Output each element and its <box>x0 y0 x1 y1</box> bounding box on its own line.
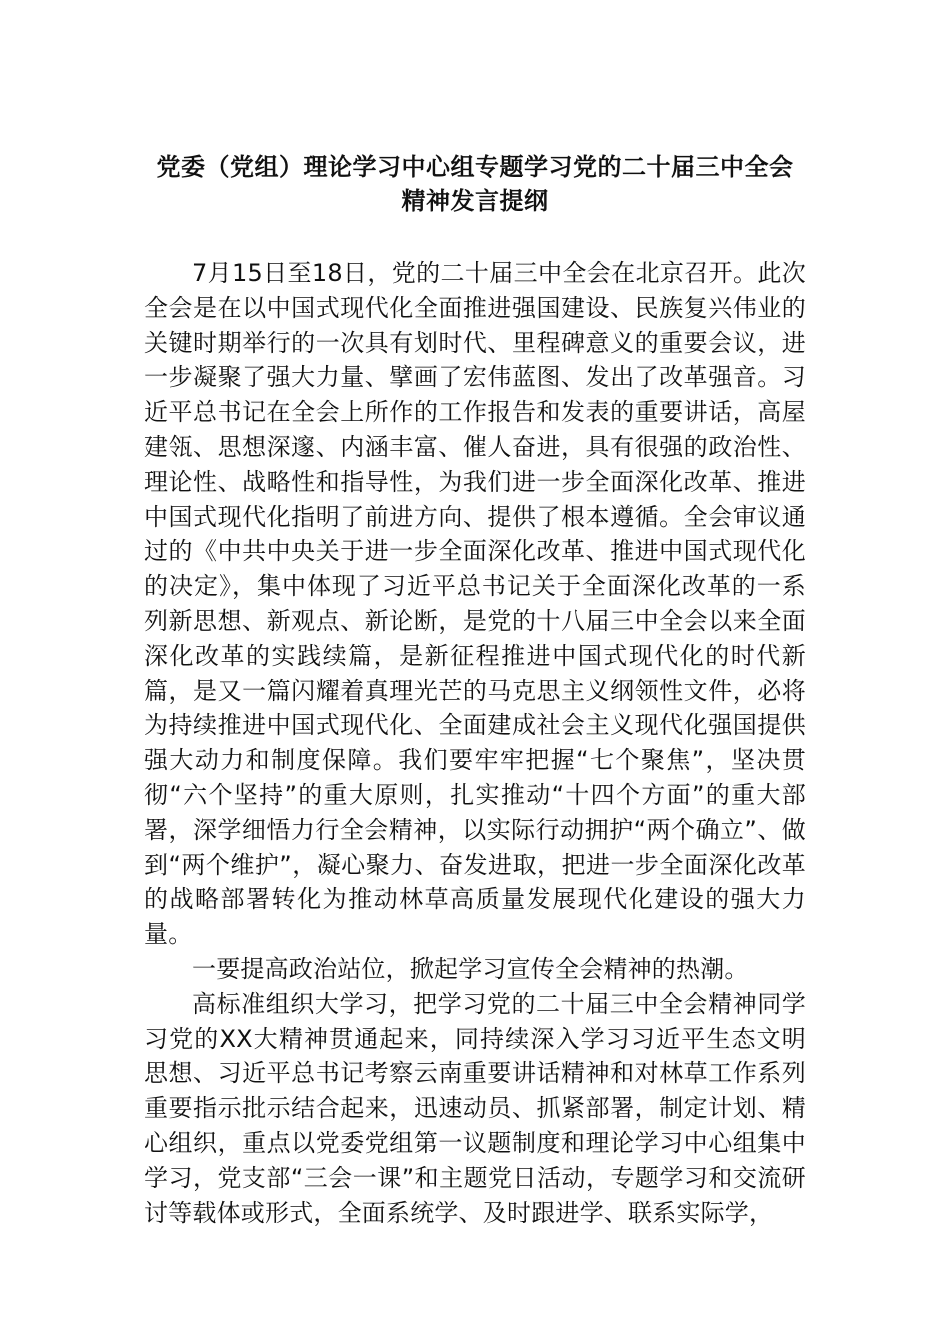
document-body <box>144 256 806 1230</box>
paragraph-heading-one: 一要提高政治站位，掀起学习宣传全会精神的热潮。 <box>192 954 749 983</box>
paragraph-study: 高标准组织大学习，把学习党的二十届三中全会精神同学习党的XX大精神贯通起来，同持续深入学习习近平生态文明思想、习近平总书记考察云南重要讲话精神和对林草工作系列重要指示批示结合起来，迅速动员、抓紧部署，制定计划、精心组织，重点以党委党组第一议题制度和理论学习中心组集中学习，党支部“三会一课”和主题党日活动，专题学习和交流研讨等载体或形式，全面系统学、及时跟进学、联系实际学， <box>144 989 806 1227</box>
document-title: 党委（党组）理论学习中心组专题学习党的二十届三中全会精神发言提纲 <box>156 153 794 215</box>
paragraph-intro: 7月15日至18日，党的二十届三中全会在北京召开。此次全会是在以中国式现代化全面推进强国建设、民族复兴伟业的关键时期举行的一次具有划时代、里程碑意义的重要会议，进一步凝聚了强大力量、擘画了宏伟蓝图、发出了改革强音。习近平总书记在全会上所作的工作报告和发表的重要讲话，高屋建瓴、思想深邃、内涵丰富、催人奋进，具有很强的政治性、理论性、战略性和指导性，为我们进一步全面深化改革、推进中国式现代化指明了前进方向、提供了根本遵循。全会审议通过的《中共中央关于进一步全面深化改革、推进中国式现代化的决定》，集中体现了习近平总书记关于全面深化改革的一系列新思想、新观点、新论断，是党的十八届三中全会以来全面深化改革的实践续篇，是新征程推进中国式现代化的时代新篇，是又一篇闪耀着真理光芒的马克思主义纲领性文件，必将为持续推进中国式现代化、全面建成社会主义现代化强国提供强大动力和制度保障。我们要牢牢把握“七个聚焦”，坚决贯彻“六个坚持”的重大原则，扎实推动“十四个方面”的重大部署，深学细悟力行全会精神，以实际行动拥护“两个确立”、做到“两个维护”，凝心聚力、奋发进取，把进一步全面深化改革的战略部署转化为推动林草高质量发展现代化建设的强大力量。 <box>144 259 806 949</box>
